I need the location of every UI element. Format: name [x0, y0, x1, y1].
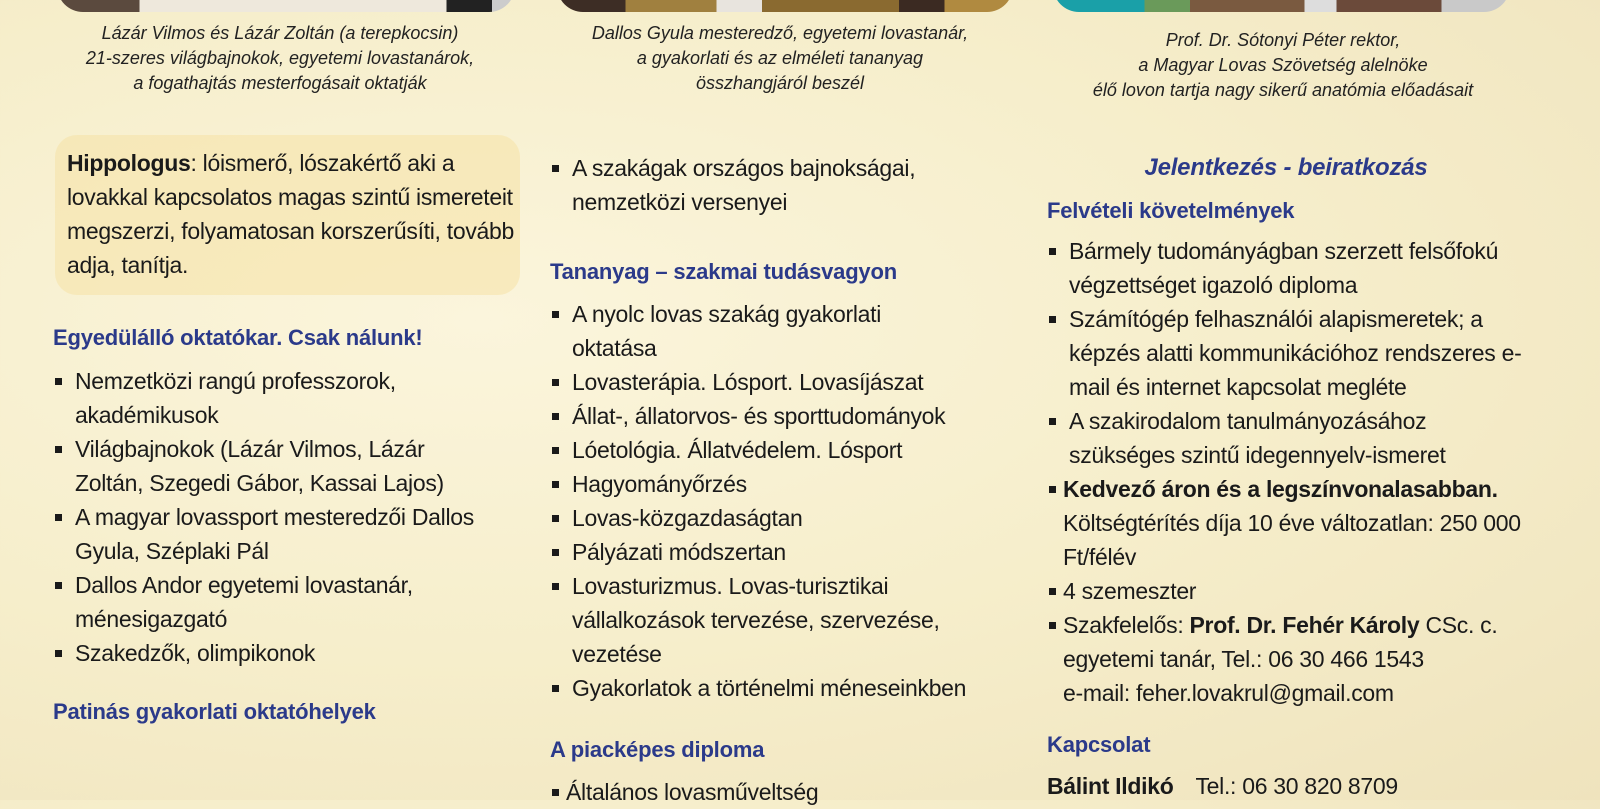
caption-line: a fogathajtás mesterfogásait oktatják [133, 73, 427, 93]
definition-term: Hippologus [67, 150, 191, 176]
list-item: Állat-, állatorvos- és sporttudományok [550, 399, 1025, 433]
faculty-list [53, 364, 523, 670]
column-left [53, 321, 523, 729]
list-item: A szakirodalom tanulmányozásához szükséges szintű idegennyelv-ismeret [1047, 404, 1525, 472]
list-item-price [1047, 472, 1525, 574]
heading-contact: Kapcsolat [1047, 732, 1151, 757]
caption-left [40, 21, 520, 96]
caption-line: Prof. Dr. Sótonyi Péter rektor, [1165, 30, 1401, 50]
caption-line: Dallos Gyula mesteredző, egyetemi lovastanár, [591, 23, 969, 43]
list-item: Lovasterápia. Lósport. Lovasíjászat [550, 365, 1025, 399]
column-right [1047, 151, 1525, 803]
list-item: Lóetológia. Állatvédelem. Lósport [550, 433, 1025, 467]
list-item: 4 szemeszter [1047, 574, 1525, 608]
list-item: A szakágak országos bajnokságai, nemzetközi versenyei [550, 151, 1025, 219]
championships-list [550, 151, 1025, 219]
caption-line: 21-szeres világbajnokok, egyetemi lovastanárok, [85, 48, 475, 68]
list-item: Hagyományőrzés [550, 467, 1025, 501]
heading-training-sites: Patinás gyakorlati oktatóhelyek [53, 699, 376, 724]
list-item-responsible [1047, 608, 1525, 710]
responsible-details: CSc. c. egyetemi tanár, Tel.: 06 30 466 1543 [1063, 612, 1498, 672]
photo-sotonyi [1053, 0, 1510, 12]
list-item: Világbajnokok (Lázár Vilmos, Lázár Zoltán, Szegedi Gábor, Kassai Lajos) [53, 432, 523, 500]
caption-line: Lázár Vilmos és Lázár Zoltán (a terepkocsin) [101, 23, 459, 43]
enrollment-title: Jelentkezés - beiratkozás [1144, 154, 1428, 181]
column-middle [550, 151, 1025, 809]
caption-line: élő lovon tartja nagy sikerű anatómia előadásait [1092, 80, 1474, 100]
admission-list [1047, 234, 1525, 710]
list-item: Nemzetközi rangú professzorok, akadémikusok [53, 364, 523, 432]
list-item: Bármely tudományágban szerzett felsőfokú végzettséget igazoló diploma [1047, 234, 1525, 302]
contact-line [1047, 769, 1525, 803]
list-item: Számítógép felhasználói alapismeretek; a képzés alatti kommunikációhoz rendszeres e-mail és internet kapcsolat megléte [1047, 302, 1525, 404]
list-item: Pályázati módszertan [550, 535, 1025, 569]
curriculum-list [550, 297, 1025, 705]
heading-curriculum: Tananyag – szakmai tudásvagyon [550, 259, 897, 284]
contact-phone: Tel.: 06 30 820 8709 [1195, 773, 1398, 799]
photo-lazar [57, 0, 515, 12]
contact-name: Bálint Ildikó [1047, 773, 1174, 799]
caption-right [1040, 28, 1526, 103]
definition-body: : lóismerő, lószakértő aki a lovakkal kapcsolatos magas szintű ismereteit megszerzi, folyamatosan korszerűsíti, tovább adja, tanítja. [67, 150, 514, 278]
responsible-email[interactable]: e-mail: feher.lovakrul@gmail.com [1063, 680, 1394, 706]
responsible-label: Szakfelelős: [1063, 612, 1190, 638]
list-item: A magyar lovassport mesteredzői Dallos Gyula, Széplaki Pál [53, 500, 523, 568]
list-item: Szakedzők, olimpikonok [53, 636, 523, 670]
definition-text [67, 146, 517, 282]
caption-line: a Magyar Lovas Szövetség alelnöke [1138, 55, 1428, 75]
list-item: A nyolc lovas szakág gyakorlati oktatása [550, 297, 1025, 365]
heading-admission: Felvételi követelmények [1047, 198, 1295, 223]
caption-line: összhangjáról beszél [695, 73, 865, 93]
list-item: Lovas-közgazdaságtan [550, 501, 1025, 535]
heading-diploma: A piacképes diploma [550, 737, 765, 762]
list-item: Dallos Andor egyetemi lovastanár, ménesigazgató [53, 568, 523, 636]
photo-dallos [557, 0, 1013, 12]
price-highlight: Kedvező áron és a legszínvonalasabban. [1063, 476, 1498, 502]
list-item: Lovasturizmus. Lovas-turisztikai vállalkozások tervezése, szervezése, vezetése [550, 569, 1025, 671]
list-item: Általános lovasműveltség [550, 775, 1025, 809]
caption-line: a gyakorlati és az elméleti tananyag [636, 48, 924, 68]
responsible-name: Prof. Dr. Fehér Károly [1189, 612, 1420, 638]
heading-faculty: Egyedülálló oktatókar. Csak nálunk! [53, 325, 423, 350]
list-item: Gyakorlatok a történelmi méneseinkben [550, 671, 1025, 705]
diploma-list [550, 775, 1025, 809]
price-text: Költségtérítés díja 10 éve változatlan: 250 000 Ft/félév [1063, 510, 1521, 570]
caption-middle [540, 21, 1020, 96]
